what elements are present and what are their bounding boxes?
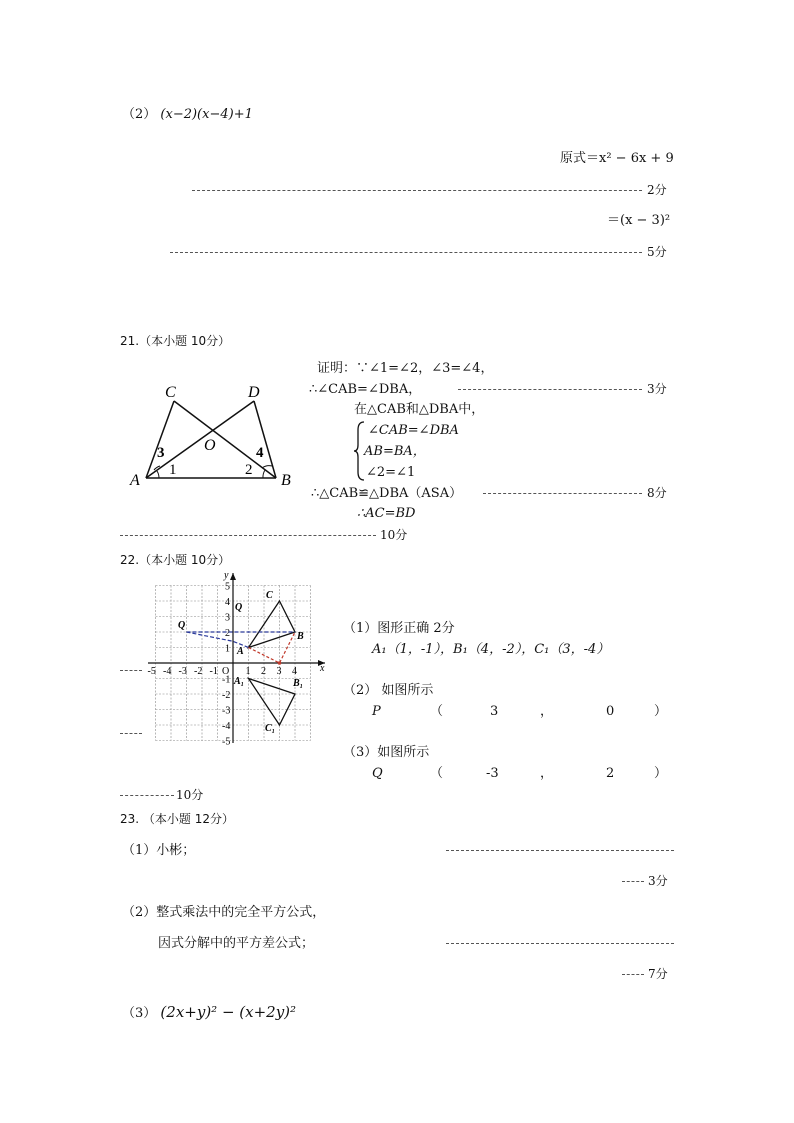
- q22-point-p-y: 0: [606, 704, 615, 719]
- q22-paren-close: ）: [654, 704, 668, 719]
- q20-part2: [122, 108, 253, 121]
- q21-mark2: 8分: [647, 486, 667, 500]
- y-axis-label: y: [224, 570, 229, 581]
- q22-comma: ，: [540, 704, 554, 719]
- point-label-o: O: [204, 437, 216, 454]
- q22-part1-title: （1）图形正确 2分: [343, 621, 455, 636]
- point-label-c: C: [165, 384, 176, 401]
- q22-point-q-name: Q: [372, 766, 383, 781]
- score-leader-line: [446, 943, 674, 944]
- angle-label-4: 4: [256, 445, 264, 461]
- score-leader-line: [120, 535, 376, 536]
- q20-step1: 原式＝x² − 6x + 9: [560, 151, 674, 166]
- angle-arc: [263, 470, 265, 478]
- label-a1: A₁: [234, 676, 245, 687]
- y-tick-label: -3: [222, 705, 231, 717]
- q21-brace-line1: ∠CAB=∠DBA: [368, 423, 459, 438]
- q21-heading: 21.（本小题 10分）: [120, 334, 231, 348]
- angle-label-3: 3: [157, 445, 165, 461]
- q22-point-q-x: -3: [486, 766, 499, 781]
- y-tick-label: -1: [222, 674, 231, 686]
- q21-figure: [126, 378, 296, 493]
- q22-comma: ，: [540, 766, 554, 781]
- label-c1: C₁: [265, 723, 276, 734]
- q22-point-p-x: 3: [490, 704, 499, 719]
- q21-mark3: 10分: [380, 528, 408, 542]
- angle-arc: [157, 471, 159, 478]
- q21-brace-line3: ∠2=∠1: [366, 465, 416, 480]
- q23-heading: 23. （本小题 12分）: [120, 812, 234, 826]
- q22-paren-open: （: [430, 704, 444, 719]
- q22-paren-close: ）: [654, 766, 668, 781]
- q21-proof-line3: 在△CAB和△DBA中，: [354, 402, 485, 417]
- score-leader-line: [170, 252, 642, 253]
- label-q-point: Q: [178, 620, 186, 631]
- y-tick-label: 3: [225, 612, 230, 624]
- q22-point-p-name: P: [372, 704, 381, 719]
- y-tick-label: -4: [222, 721, 231, 732]
- q23-part3-label: （3）: [122, 1006, 157, 1021]
- x-tick-label: -3: [178, 666, 187, 677]
- q21-proof-line1: 证明：∵∠1=∠2，∠3=∠4，: [317, 361, 494, 376]
- y-tick-label: -2: [222, 690, 231, 701]
- q22-part2-title: （2） 如图所示: [343, 683, 434, 698]
- segment-ad: [146, 401, 254, 478]
- q20-part2-label: （2）: [122, 107, 157, 122]
- q23-part3-expression: (2x+y)² − (x+2y)²: [160, 1003, 297, 1021]
- score-leader-line: [622, 881, 644, 882]
- x-tick-label: 4: [292, 666, 297, 677]
- point-label-a: A: [130, 472, 140, 489]
- q22-part1-coordinates: A₁（1，-1），B₁（4，-2），C₁（3，-4）: [372, 642, 610, 657]
- q23-part3: [122, 1005, 296, 1020]
- x-tick-label: -2: [194, 666, 203, 677]
- x-tick-label: -1: [209, 666, 218, 677]
- y-tick-label: 1: [225, 643, 230, 655]
- y-tick-label: 5: [225, 581, 230, 593]
- q23-mark1: 3分: [648, 874, 668, 888]
- q20-part2-expression: (x−2)(x−4)+1: [160, 107, 253, 122]
- score-leader-line: [483, 493, 642, 494]
- q21-final: ∴AC=BD: [357, 506, 416, 521]
- q22-part3-title: （3）如图所示: [343, 745, 430, 760]
- point-label-d: D: [248, 384, 260, 401]
- q21-mark1: 3分: [647, 382, 667, 396]
- angle-label-1: 1: [169, 462, 177, 478]
- point-p: [278, 661, 282, 665]
- score-leader-line: [192, 190, 642, 191]
- point-label-b: B: [281, 472, 291, 489]
- x-tick-label: 2: [261, 666, 266, 677]
- y-tick-label: 4: [225, 597, 230, 608]
- x-tick-label: O: [222, 666, 230, 677]
- x-tick-label: -4: [163, 666, 172, 677]
- angle-label-2: 2: [245, 462, 253, 478]
- triangle-abc: [249, 601, 296, 648]
- segment-cb: [174, 401, 276, 478]
- x-tick-label: 3: [276, 666, 282, 677]
- q20-mark2: 5分: [647, 245, 667, 259]
- label-b1: B₁: [293, 678, 304, 689]
- q22-coordinate-grid: [142, 565, 342, 750]
- score-leader-line: [458, 389, 642, 390]
- q21-brace-line2: AB=BA，: [364, 444, 426, 459]
- label-b: B: [297, 631, 304, 642]
- q21-proof-line2: ∴∠CAB=∠DBA，: [309, 382, 422, 397]
- x-axis-label: x: [320, 663, 325, 674]
- score-leader-line: [120, 670, 142, 671]
- label-q: Q: [235, 602, 243, 613]
- score-leader-line: [446, 850, 674, 851]
- q23-part2-line2: 因式分解中的平方差公式；: [158, 936, 315, 951]
- triangle-a1b1c1: [249, 679, 296, 726]
- label-a: A: [237, 646, 244, 657]
- q23-part1: （1）小彬；: [122, 843, 196, 858]
- q23-part2-line1: （2）整式乘法中的完全平方公式，: [122, 905, 326, 920]
- q23-mark2: 7分: [648, 967, 668, 981]
- q22-paren-open: （: [430, 766, 444, 781]
- x-tick-label: 1: [245, 666, 251, 677]
- y-tick-label: 2: [225, 628, 230, 639]
- x-tick-label: -5: [147, 666, 156, 677]
- y-tick-label: -5: [222, 736, 231, 748]
- y-axis-arrow: [230, 573, 236, 580]
- q20-mark1: 2分: [647, 183, 667, 197]
- score-leader-line: [120, 733, 142, 734]
- q22-heading: 22.（本小题 10分）: [120, 553, 231, 567]
- q22-point-q-y: 2: [606, 766, 615, 781]
- q22-mark: 10分: [176, 788, 204, 802]
- label-c: C: [266, 590, 273, 601]
- score-leader-line: [622, 974, 644, 975]
- q21-conclusion: ∴△CAB≌△DBA（ASA）: [311, 486, 463, 501]
- q20-step2: ＝(x − 3)²: [607, 213, 671, 228]
- score-leader-line: [120, 795, 174, 796]
